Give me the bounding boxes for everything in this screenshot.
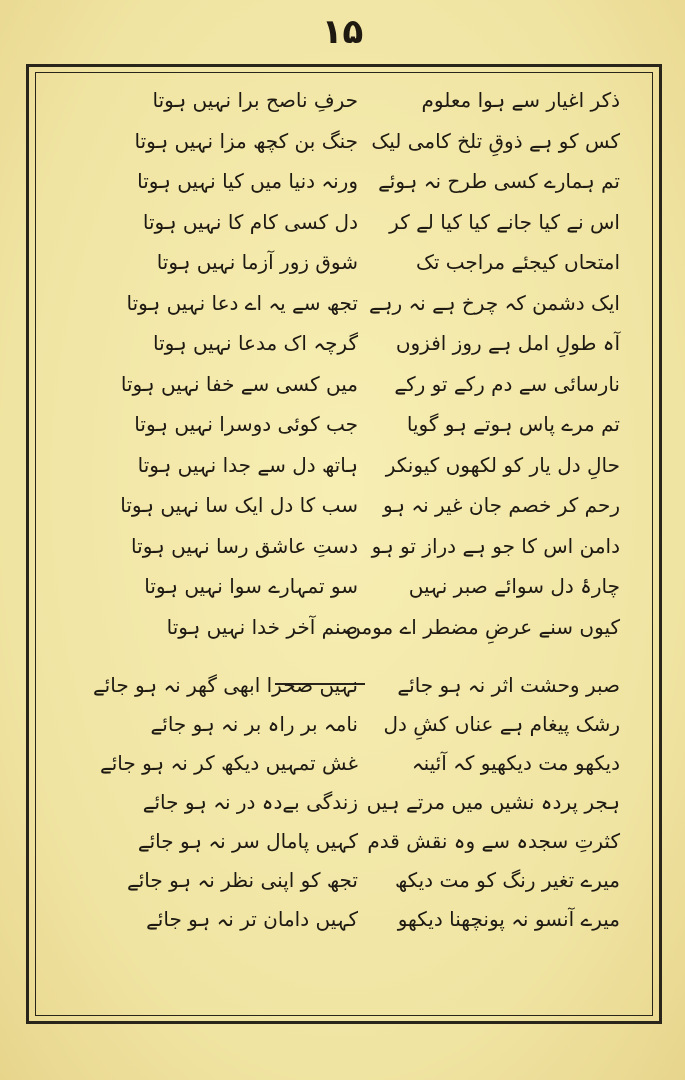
verse-line-right: چارۂ دل سوائے صبر نہیں (408, 574, 620, 598)
verse-line-right: دیکھو مت دیکھیو کہ آئینہ (411, 751, 620, 775)
verse-line-right: ایک دشمن کہ چرخ ہے نہ رہے (369, 290, 620, 315)
verse-line-left: نہیں صحرا ابھی گھر نہ ہو جائے (92, 673, 358, 697)
verse-line-left: میں کسی سے خفا نہیں ہوتا (120, 371, 358, 396)
verse-line-left: دل کسی کام کا نہیں ہوتا (142, 209, 358, 234)
verse-line-left: نامہ بر راہ بر نہ ہو جائے (150, 712, 358, 736)
verse-line-left: حرفِ ناصح برا نہیں ہوتا (152, 88, 358, 112)
verse-line-left: ورنہ دنیا میں کیا نہیں ہوتا (137, 169, 358, 193)
verse-line-right: تم ہمارے کسی طرح نہ ہوئے (378, 169, 620, 193)
verse-line-left: شوق زور آزما نہیں ہوتا (156, 250, 358, 274)
verse-line-right: میرے آنسو نہ پونچھنا دیکھو (397, 907, 620, 931)
verse-line-right: اس نے کیا جانے کیا کیا لے کر (389, 209, 620, 234)
verse-line-left: گرچہ اک مدعا نہیں ہوتا (152, 331, 358, 355)
verse-line-right: ذکر اغیار سے ہوا معلوم (421, 88, 620, 112)
page-number: ۱۵ (321, 12, 364, 52)
verse-line-right: تم مرے پاس ہوتے ہو گویا (406, 412, 620, 436)
verse-line-left: کہیں پامال سر نہ ہو جائے (137, 829, 358, 853)
verse-line-right: امتحاں کیجئے مراجب تک (415, 250, 620, 274)
verse-line-left: ہاتھ دل سے جدا نہیں ہوتا (137, 452, 358, 477)
verse-line-right: میرے تغیر رنگ کو مت دیکھ (394, 868, 620, 892)
verse-line-left: سو تمہارے سوا نہیں ہوتا (144, 574, 358, 598)
verse-line-left: غش تمہیں دیکھ کر نہ ہو جائے (100, 751, 358, 775)
verse-line-right: دامن اس کا جو ہے دراز تو ہو (371, 533, 620, 558)
verse-line-left: جنگ بن کچھ مزا نہیں ہوتا (134, 128, 358, 153)
verse-line-left: صنم آخر خدا نہیں ہوتا (166, 614, 358, 639)
verse-line-right: کیوں سنے عرضِ مضطر اے مومن (346, 614, 620, 639)
verse-line-right: ہجر پردہ نشیں میں مرتے ہیں (366, 790, 620, 814)
verse-line-left: جب کوئی دوسرا نہیں ہوتا (134, 412, 358, 436)
verse-line-right: رحم کر خصم جان غیر نہ ہو (382, 493, 620, 517)
verse-line-left: تجھ کو اپنی نظر نہ ہو جائے (126, 868, 358, 892)
verse-line-right: آہ طولِ امل ہے روز افزوں (395, 331, 620, 355)
verse-line-right: کس کو ہے ذوقِ تلخ کامی لیک (371, 128, 620, 153)
verse-line-left: کہیں دامان تر نہ ہو جائے (146, 907, 358, 931)
verse-line-left: زندگی بےدہ در نہ ہو جائے (142, 790, 358, 814)
verse-line-right: حالِ دل یار کو لکھوں کیونکر (385, 452, 620, 477)
verse-line-left: تجھ سے یہ اے دعا نہیں ہوتا (126, 290, 358, 315)
verse-line-right: صبر وحشت اثر نہ ہو جائے (397, 673, 620, 697)
verse-line-left: سب کا دل ایک سا نہیں ہوتا (120, 493, 358, 517)
verse-line-left: دستِ عاشق رسا نہیں ہوتا (131, 533, 358, 558)
verse-line-right: کثرتِ سجدہ سے وہ نقش قدم (367, 829, 620, 853)
verse-line-right: رشک پیغام ہے عناں کشِ دل (383, 712, 620, 736)
verse-line-right: نارسائی سے دم رکے تو رکے (394, 371, 620, 396)
